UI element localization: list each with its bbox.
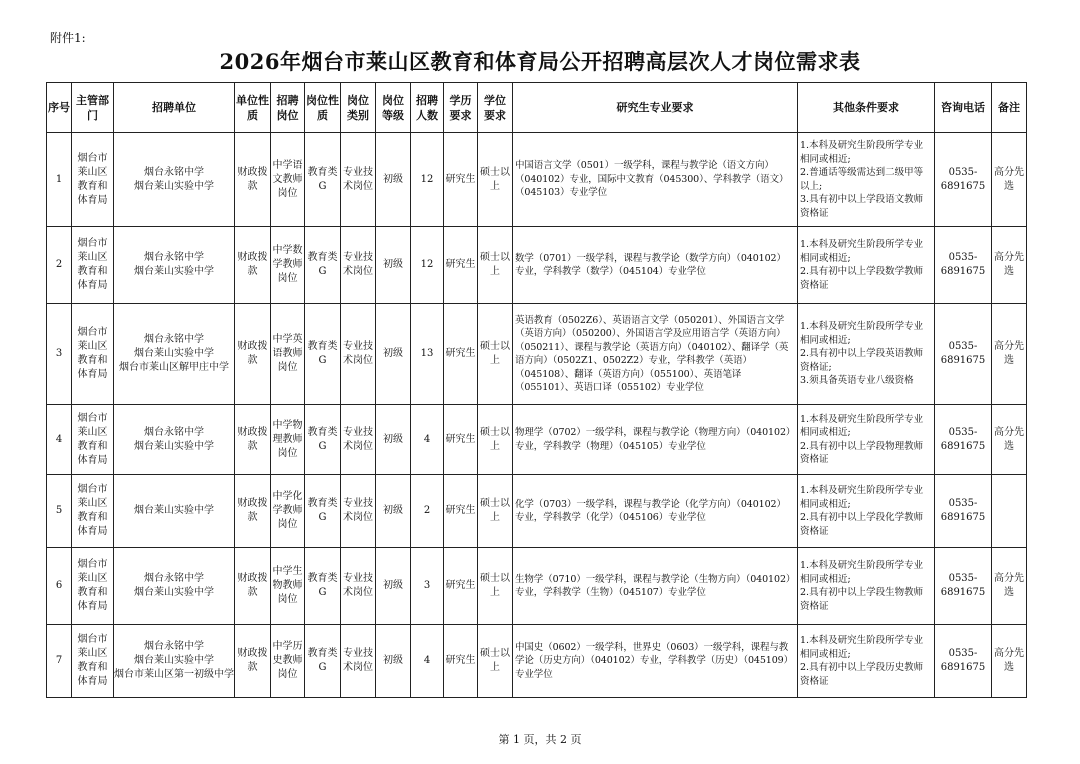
row-category: 专业技术岗位 <box>341 304 376 405</box>
row-nature: 财政拨款 <box>235 548 271 625</box>
row-degree: 硕士以上 <box>478 548 513 625</box>
row-conditions: 1.本科及研究生阶段所学专业相同或相近; 2.具有初中以上学段历史教师资格证 <box>798 625 935 698</box>
row-unit: 烟台永铭中学 烟台莱山实验中学 <box>114 405 235 475</box>
recruitment-table <box>46 82 1027 698</box>
row-count: 13 <box>411 304 444 405</box>
row-post-nature: 教育类G <box>305 625 341 698</box>
row-unit: 烟台永铭中学 烟台莱山实验中学 烟台市莱山区解甲庄中学 <box>114 304 235 405</box>
row-dept: 烟台市莱山区教育和体育局 <box>72 475 114 548</box>
row-degree: 硕士以上 <box>478 133 513 227</box>
row-major: 英语教育（0502Z6）、英语语言文学（050201）、外国语言文学（英语方向）（050200）、外国语言学及应用语言学（英语方向）（050211）、课程与教学论（英语方向）（040102）、翻译学（英语方向）（0502Z1、0502Z2）专业，学科教学（英语）（045108）、翻译（英语方向）（055100）、英语笔译（055101）、英语口译（055102）专业学位 <box>513 304 798 405</box>
row-count: 12 <box>411 133 444 227</box>
row-degree: 硕士以上 <box>478 475 513 548</box>
header-major: 研究生专业要求 <box>513 83 798 133</box>
row-grade: 初级 <box>376 304 411 405</box>
row-unit: 烟台永铭中学 烟台莱山实验中学 <box>114 133 235 227</box>
row-post-nature: 教育类G <box>305 548 341 625</box>
header-category: 岗位类别 <box>341 83 376 133</box>
row-no: 4 <box>47 405 72 475</box>
row-count: 2 <box>411 475 444 548</box>
page-footer: 第 1 页，共 2 页 <box>498 733 582 746</box>
row-phone: 0535-6891675 <box>935 475 992 548</box>
header-grade: 岗位等级 <box>376 83 411 133</box>
row-post-nature: 教育类G <box>305 304 341 405</box>
row-no: 5 <box>47 475 72 548</box>
page-title: 2026年烟台市莱山区教育和体育局公开招聘高层次人才岗位需求表 <box>219 49 861 74</box>
header-nature: 单位性质 <box>235 83 271 133</box>
row-edu: 研究生 <box>444 475 478 548</box>
row-post: 中学英语教师岗位 <box>271 304 305 405</box>
row-edu: 研究生 <box>444 304 478 405</box>
row-post-nature: 教育类G <box>305 475 341 548</box>
row-major: 化学（0703）一级学科，课程与教学论（化学方向）（040102）专业，学科教学（化学）（045106）专业学位 <box>513 475 798 548</box>
table-row <box>47 405 1027 475</box>
table-row <box>47 548 1027 625</box>
header-phone: 咨询电话 <box>935 83 992 133</box>
row-no: 6 <box>47 548 72 625</box>
row-nature: 财政拨款 <box>235 405 271 475</box>
row-edu: 研究生 <box>444 227 478 304</box>
row-edu: 研究生 <box>444 625 478 698</box>
row-no: 2 <box>47 227 72 304</box>
row-unit: 烟台永铭中学 烟台莱山实验中学 烟台市莱山区第一初级中学 <box>114 625 235 698</box>
row-nature: 财政拨款 <box>235 304 271 405</box>
row-post: 中学生物教师岗位 <box>271 548 305 625</box>
row-remark: 高分先选 <box>992 227 1027 304</box>
row-post-nature: 教育类G <box>305 227 341 304</box>
row-conditions: 1.本科及研究生阶段所学专业相同或相近; 2.普通话等级需达到二级甲等以上; 3.具有初中以上学段语文教师资格证 <box>798 133 935 227</box>
row-count: 3 <box>411 548 444 625</box>
row-phone: 0535-6891675 <box>935 227 992 304</box>
row-major: 数学（0701）一级学科，课程与教学论（数学方向）（040102）专业，学科教学（数学）（045104）专业学位 <box>513 227 798 304</box>
row-remark: 高分先选 <box>992 304 1027 405</box>
row-remark: 高分先选 <box>992 133 1027 227</box>
row-count: 4 <box>411 405 444 475</box>
header-no: 序号 <box>47 83 72 133</box>
header-post: 招聘岗位 <box>271 83 305 133</box>
row-dept: 烟台市莱山区教育和体育局 <box>72 133 114 227</box>
row-major: 物理学（0702）一级学科，课程与教学论（物理方向）（040102）专业，学科教学（物理）（045105）专业学位 <box>513 405 798 475</box>
row-phone: 0535-6891675 <box>935 304 992 405</box>
row-grade: 初级 <box>376 405 411 475</box>
row-degree: 硕士以上 <box>478 405 513 475</box>
row-dept: 烟台市莱山区教育和体育局 <box>72 548 114 625</box>
row-grade: 初级 <box>376 625 411 698</box>
row-no: 1 <box>47 133 72 227</box>
row-dept: 烟台市莱山区教育和体育局 <box>72 625 114 698</box>
row-edu: 研究生 <box>444 405 478 475</box>
header-degree: 学位要求 <box>478 83 513 133</box>
table-row <box>47 133 1027 227</box>
row-unit: 烟台莱山实验中学 <box>114 475 235 548</box>
row-phone: 0535-6891675 <box>935 133 992 227</box>
row-grade: 初级 <box>376 133 411 227</box>
header-post-nature: 岗位性质 <box>305 83 341 133</box>
header-unit: 招聘单位 <box>114 83 235 133</box>
table-row <box>47 304 1027 405</box>
row-grade: 初级 <box>376 227 411 304</box>
row-grade: 初级 <box>376 548 411 625</box>
row-phone: 0535-6891675 <box>935 548 992 625</box>
row-remark <box>992 475 1027 548</box>
row-unit: 烟台永铭中学 烟台莱山实验中学 <box>114 227 235 304</box>
row-nature: 财政拨款 <box>235 133 271 227</box>
row-dept: 烟台市莱山区教育和体育局 <box>72 304 114 405</box>
row-degree: 硕士以上 <box>478 304 513 405</box>
row-nature: 财政拨款 <box>235 227 271 304</box>
header-count: 招聘人数 <box>411 83 444 133</box>
table-row <box>47 475 1027 548</box>
row-post: 中学化学教师岗位 <box>271 475 305 548</box>
row-conditions: 1.本科及研究生阶段所学专业相同或相近; 2.具有初中以上学段化学教师资格证 <box>798 475 935 548</box>
header-dept: 主管部门 <box>72 83 114 133</box>
row-count: 12 <box>411 227 444 304</box>
row-phone: 0535-6891675 <box>935 405 992 475</box>
row-no: 7 <box>47 625 72 698</box>
row-category: 专业技术岗位 <box>341 133 376 227</box>
row-category: 专业技术岗位 <box>341 475 376 548</box>
row-count: 4 <box>411 625 444 698</box>
row-nature: 财政拨款 <box>235 475 271 548</box>
row-post: 中学数学教师岗位 <box>271 227 305 304</box>
row-conditions: 1.本科及研究生阶段所学专业相同或相近; 2.具有初中以上学段英语教师资格证; 3.须具备英语专业八级资格 <box>798 304 935 405</box>
row-post-nature: 教育类G <box>305 405 341 475</box>
row-dept: 烟台市莱山区教育和体育局 <box>72 405 114 475</box>
row-category: 专业技术岗位 <box>341 227 376 304</box>
header-edu: 学历要求 <box>444 83 478 133</box>
row-major: 中国史（0602）一级学科，世界史（0603）一级学科，课程与教学论（历史方向）（040102）专业，学科教学（历史）（045109）专业学位 <box>513 625 798 698</box>
row-remark: 高分先选 <box>992 625 1027 698</box>
row-category: 专业技术岗位 <box>341 548 376 625</box>
header-remark: 备注 <box>992 83 1027 133</box>
row-unit: 烟台永铭中学 烟台莱山实验中学 <box>114 548 235 625</box>
row-post: 中学历史教师岗位 <box>271 625 305 698</box>
row-post-nature: 教育类G <box>305 133 341 227</box>
table-header-row <box>47 83 1027 133</box>
row-edu: 研究生 <box>444 548 478 625</box>
row-remark: 高分先选 <box>992 405 1027 475</box>
row-conditions: 1.本科及研究生阶段所学专业相同或相近; 2.具有初中以上学段物理教师资格证 <box>798 405 935 475</box>
header-conditions: 其他条件要求 <box>798 83 935 133</box>
row-post: 中学物理教师岗位 <box>271 405 305 475</box>
row-edu: 研究生 <box>444 133 478 227</box>
row-degree: 硕士以上 <box>478 625 513 698</box>
row-dept: 烟台市莱山区教育和体育局 <box>72 227 114 304</box>
row-conditions: 1.本科及研究生阶段所学专业相同或相近; 2.具有初中以上学段生物教师资格证 <box>798 548 935 625</box>
table-row <box>47 625 1027 698</box>
row-nature: 财政拨款 <box>235 625 271 698</box>
row-phone: 0535-6891675 <box>935 625 992 698</box>
row-major: 生物学（0710）一级学科，课程与教学论（生物方向）（040102）专业，学科教学（生物）（045107）专业学位 <box>513 548 798 625</box>
row-major: 中国语言文学（0501）一级学科，课程与教学论（语文方向）（040102）专业，国际中文教育（045300）、学科教学（语文）（045103）专业学位 <box>513 133 798 227</box>
row-degree: 硕士以上 <box>478 227 513 304</box>
row-category: 专业技术岗位 <box>341 405 376 475</box>
row-post: 中学语文教师岗位 <box>271 133 305 227</box>
row-no: 3 <box>47 304 72 405</box>
row-conditions: 1.本科及研究生阶段所学专业相同或相近; 2.具有初中以上学段数学教师资格证 <box>798 227 935 304</box>
attachment-label: 附件1: <box>50 31 86 45</box>
row-grade: 初级 <box>376 475 411 548</box>
table-row <box>47 227 1027 304</box>
row-remark: 高分先选 <box>992 548 1027 625</box>
row-category: 专业技术岗位 <box>341 625 376 698</box>
